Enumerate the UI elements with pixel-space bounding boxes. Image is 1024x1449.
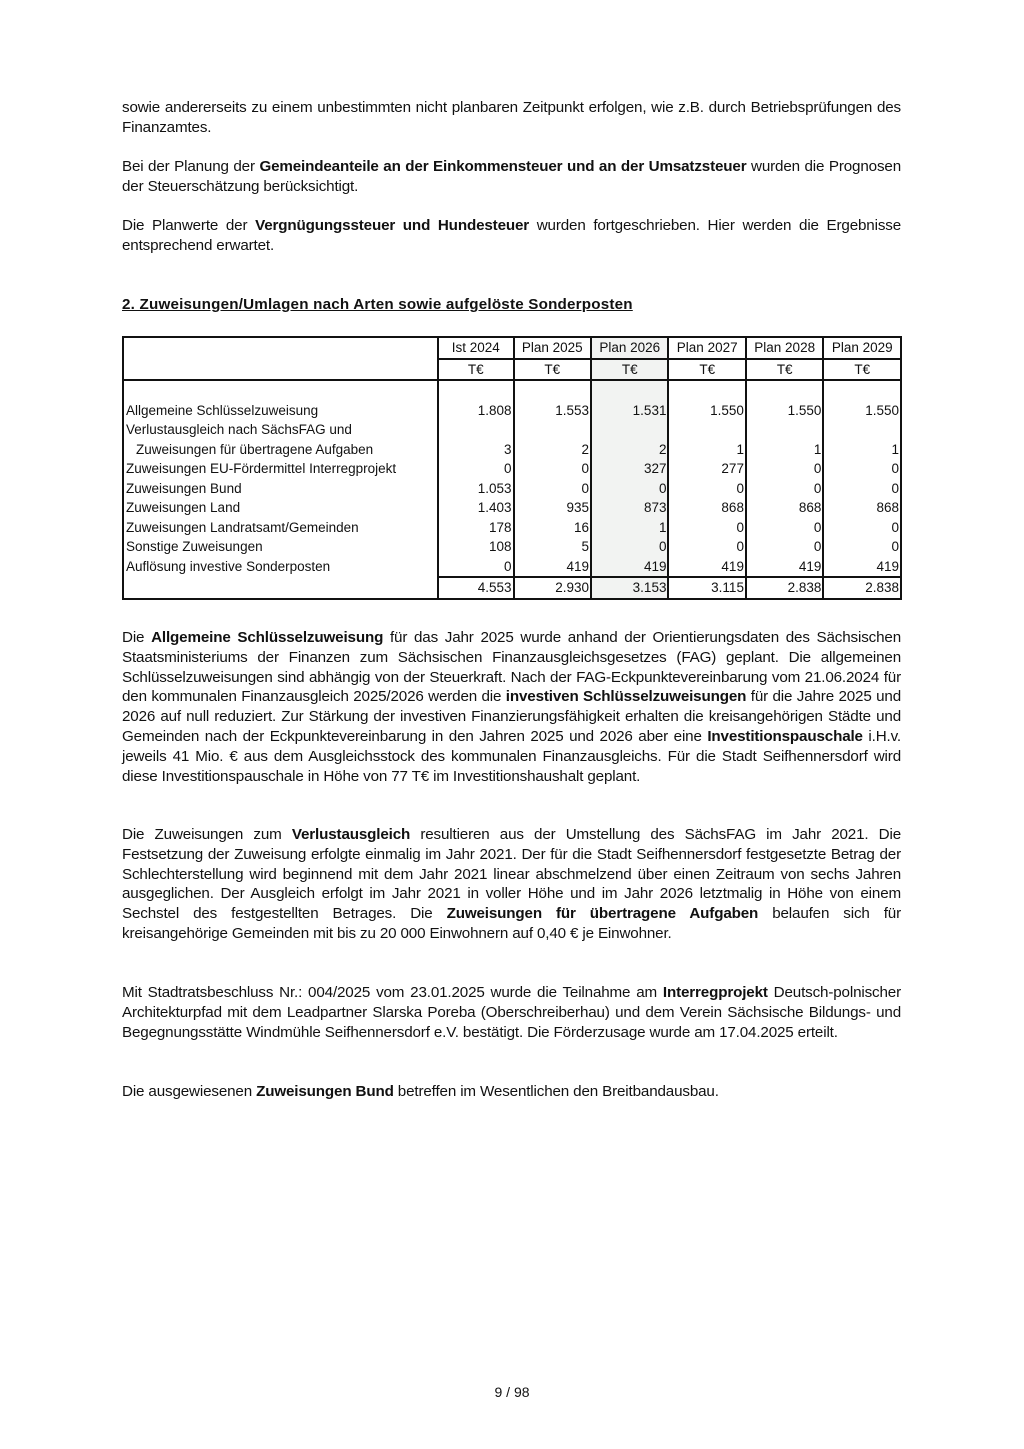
column-header: Plan 2026	[591, 337, 668, 359]
unit-label: T€	[823, 359, 901, 381]
allocations-table	[122, 336, 902, 600]
total-value: 4.553	[438, 577, 513, 599]
total-value: 3.153	[591, 577, 668, 599]
table-row: Allgemeine Schlüsselzuweisung 1.808 1.553 1.531 1.550 1.550 1.550	[123, 401, 901, 421]
unit-label: T€	[438, 359, 513, 381]
table-row: Zuweisungen Landratsamt/Gemeinden 178 16 1 0 0 0	[123, 518, 901, 538]
table-row: Sonstige Zuweisungen 108 5 0 0 0 0	[123, 537, 901, 557]
table-row: Zuweisungen EU-Fördermittel Interregprojekt 0 0 327 277 0 0	[123, 459, 901, 479]
table-header-units	[123, 359, 901, 381]
paragraph-loss-compensation: Die Zuweisungen zum Verlustausgleich resultieren aus der Umstellung des SächsFAG im Jahr 2021. Die Festsetzung der Zuweisung erfolgte einmalig im Jahr 2021. Der für die Stadt Seifhennersdorf festgesetzte Betrag der Schlechterstellung wird beginnend mit dem Jahr 2021 linear abschmelzend über einen Zeitraum von sechs Jahren ausgeglichen. Der Ausgleich erfolgt im Jahr 2021 in voller Höhe und im Jahr 2026 letztmalig in Höhe von einem Sechstel des festgestellten Betrages. Die Zuweisungen für übertragene Aufgaben belaufen sich für kreisangehörige Gemeinden mit bis zu 20 000 Einwohnern auf 0,40 € je Einwohner.	[122, 826, 902, 942]
unit-label: T€	[746, 359, 823, 381]
table-row: Auflösung investive Sonderposten 0 419 419 419 419 419	[123, 557, 901, 578]
paragraph-interreg-project: Mit Stadtratsbeschluss Nr.: 004/2025 vom 23.01.2025 wurde die Teilnahme am Interregprojekt Deutsch-polnischer Architekturpfad mit dem Leadpartner Slarska Poreba (Oberschreiberhau) und dem Verein Sächsische Bildungs- und Begegnungsstätte Windmühle Seifhennersdorf e.V. bestätigt. Die Förderzusage wurde am 17.04.2025 erteilt.	[122, 984, 901, 1041]
paragraph-entertainment-dog-tax: Die Planwerte der Vergnügungssteuer und Hundesteuer wurden fortgeschrieben. Hier werden die Ergebnisse entsprechend erwartet.	[122, 217, 902, 254]
page-number: 9 / 98	[494, 1384, 530, 1400]
table-row: Verlustausgleich nach SächsFAG und	[123, 420, 901, 440]
section-heading: 2. Zuweisungen/Umlagen nach Arten sowie aufgelöste Sonderposten	[122, 296, 633, 313]
paragraph-tax-audits: sowie andererseits zu einem unbestimmten nicht planbaren Zeitpunkt erfolgen, wie z.B. durch Betriebsprüfungen des Finanzamtes.	[122, 99, 901, 136]
unit-label: T€	[591, 359, 668, 381]
table-row: Zuweisungen Bund 1.053 0 0 0 0 0	[123, 479, 901, 499]
table-header-years	[123, 337, 901, 359]
column-header: Ist 2024	[438, 337, 513, 359]
column-header: Plan 2025	[514, 337, 591, 359]
unit-label: T€	[514, 359, 591, 381]
table-row: Zuweisungen für übertragene Aufgaben 3 2 2 1 1 1	[123, 440, 901, 460]
column-header: Plan 2027	[668, 337, 745, 359]
table-row: Zuweisungen Land 1.403 935 873 868 868 868	[123, 498, 901, 518]
total-value: 2.838	[746, 577, 823, 599]
total-value: 3.115	[668, 577, 745, 599]
paragraph-income-sales-tax: Bei der Planung der Gemeindeanteile an der Einkommensteuer und an der Umsatzsteuer wurden die Prognosen der Steuerschätzung berücksichtigt.	[122, 158, 901, 195]
total-value: 2.930	[514, 577, 591, 599]
table-total-row	[123, 577, 901, 599]
paragraph-key-allocations: Die Allgemeine Schlüsselzuweisung für das Jahr 2025 wurde anhand der Orientierungsdaten des Sächsischen Staatsministeriums der Finanzen zum Sächsischen Finanzausgleichsgesetzes (FAG) geplant. Die allgemeinen Schlüsselzuweisungen sind abhängig von der Steuerkraft. Nach der FAG-Eckpunktevereinbarung vom 21.06.2024 für den kommunalen Finanzausgleich 2025/2026 werden die investiven Schlüsselzuweisungen für die Jahre 2025 und 2026 auf null reduziert. Zur Stärkung der investiven Finanzierungsfähigkeit erhalten die kreisangehörigen Städte und Gemeinden nach der Eckpunktevereinbarung in den Jahren 2025 und 2026 aber eine Investitionspauschale i.H.v. jeweils 41 Mio. € aus dem Ausgleichsstock des kommunalen Finanzausgleichs. Für die Stadt Seifhennersdorf wird diese Investitionspauschale in Höhe von 77 T€ im Investitionshaushalt geplant.	[122, 629, 901, 785]
unit-label: T€	[668, 359, 745, 381]
column-header: Plan 2028	[746, 337, 823, 359]
total-value: 2.838	[823, 577, 901, 599]
column-header: Plan 2029	[823, 337, 901, 359]
paragraph-federal-allocations: Die ausgewiesenen Zuweisungen Bund betreffen im Wesentlichen den Breitbandausbau.	[122, 1083, 719, 1100]
